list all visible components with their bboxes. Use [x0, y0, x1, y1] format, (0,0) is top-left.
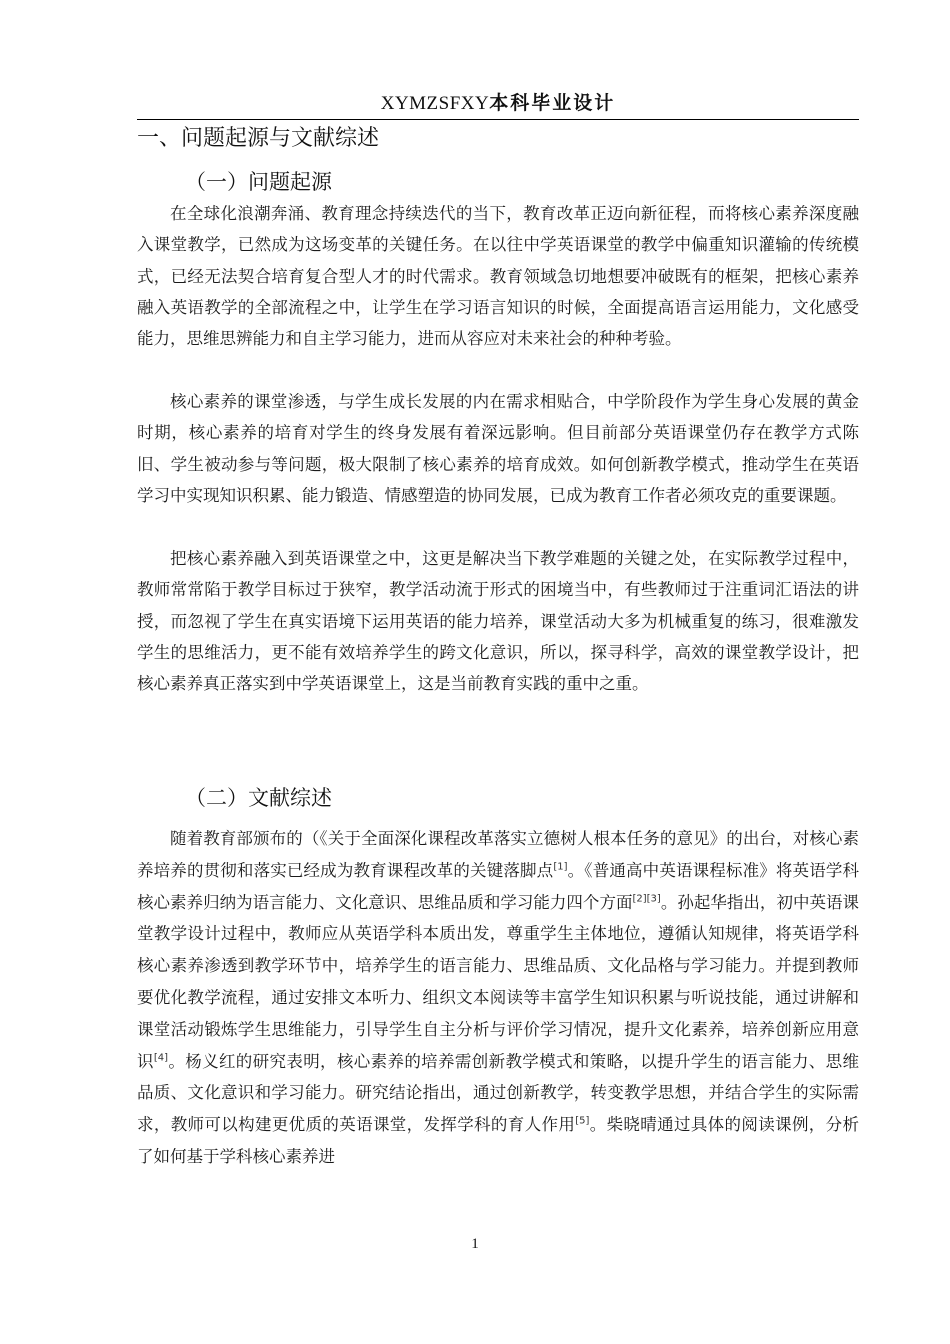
citation-ref-2-3[interactable]: [2][3]: [632, 893, 661, 905]
paragraph-3: 把核心素养融入到英语课堂之中，这更是解决当下教学难题的关键之处，在实际教学过程中，教师常常陷于教学目标过于狭窄，教学活动流于形式的困境当中，有些教师过于注重词汇语法的讲授，而忽视了学生在真实语境下运用英语的能力培养，课堂活动大多为机械重复的练习，很难激发学生的思维活力，更不能有效培养学生的跨文化意识，所以，探寻科学，高效的课堂教学设计，把核心素养真正落实到中学英语课堂上，这是当前教育实践的重中之重。: [137, 549, 859, 694]
header-divider: [137, 119, 859, 120]
page-number: 1: [471, 1236, 479, 1252]
header-school-code: XYMZSFXY: [380, 93, 490, 114]
page-header: [137, 88, 859, 118]
header-title: 本科毕业设计: [489, 92, 616, 114]
subsection-title-literature: （二）文献综述: [185, 786, 332, 810]
citation-ref-1[interactable]: [1]: [553, 861, 568, 873]
paragraph-2: 核心素养的课堂渗透，与学生成长发展的内在需求相贴合，中学阶段作为学生身心发展的黄金时期，核心素养的培育对学生的终身发展有着深远影响。但目前部分英语课堂仍存在教学方式陈旧、学生被动参与等问题，极大限制了核心素养的培育成效。如何创新教学模式，推动学生在英语学习中实现知识积累、能力锻造、情感塑造的协同发展，已成为教育工作者必须攻克的重要课题。: [137, 392, 859, 505]
paragraph-4-text-3: 。孙起华指出，初中英语课堂教学设计过程中，教师应从英语学科本质出发，尊重学生主体地位，遵循认知规律，将英语学科核心素养渗透到教学环节中，培养学生的语言能力、思维品质、文化品格与学习能力。并提到教师要优化教学流程，通过安排文本听力、组织文本阅读等丰富学生知识积累与听说技能，通过讲解和课堂活动锻炼学生思维能力，引导学生自主分析与评价学习情况，提升文化素养，培养创新应用意识: [137, 892, 859, 1071]
paragraph-1: 在全球化浪潮奔涌、教育理念持续迭代的当下，教育改革正迈向新征程，而将核心素养深度融入课堂教学，已然成为这场变革的关键任务。在以往中学英语课堂的教学中偏重知识灌输的传统模式，已经无法契合培育复合型人才的时代需求。教育领域急切地想要冲破既有的框架，把核心素养融入英语教学的全部流程之中，让学生在学习语言知识的时候，全面提高语言运用能力，文化感受能力，思维思辨能力和自主学习能力，进而从容应对未来社会的种种考验。: [137, 204, 859, 349]
section-title: 一、问题起源与文献综述: [137, 126, 380, 151]
paragraph-4-text-5: 。柴晓晴通过具体的阅读课例，分析了如何基于学科核心素养进: [137, 1115, 860, 1166]
subsection-title-origin: （一）问题起源: [185, 170, 332, 194]
paragraph-4-text-1: 随着教育部颁布的（《关于全面深化课程改革落实立德树人根本任务的意见》的出台，对核心素养培养的贯彻和落实已经成为教育课程改革的关键落脚点: [137, 829, 859, 880]
citation-ref-4[interactable]: [4]: [153, 1052, 169, 1064]
citation-ref-5[interactable]: [5]: [575, 1115, 590, 1127]
paragraph-4-text-4: 。杨义红的研究表明，核心素养的培养需创新教学模式和策略，以提升学生的语言能力、思维品质、文化意识和学习能力。研究结论指出，通过创新教学，转变教学思想，并结合学生的实际需求，教师可以构建更优质的英语课堂，发挥学科的育人作用: [137, 1051, 860, 1135]
paragraph-4-text-2: 。《普通高中英语课程标准》将英语学科核心素养归纳为语言能力、文化意识、思维品质和学习能力四个方面: [137, 860, 860, 912]
paragraph-4: [137, 823, 859, 1173]
